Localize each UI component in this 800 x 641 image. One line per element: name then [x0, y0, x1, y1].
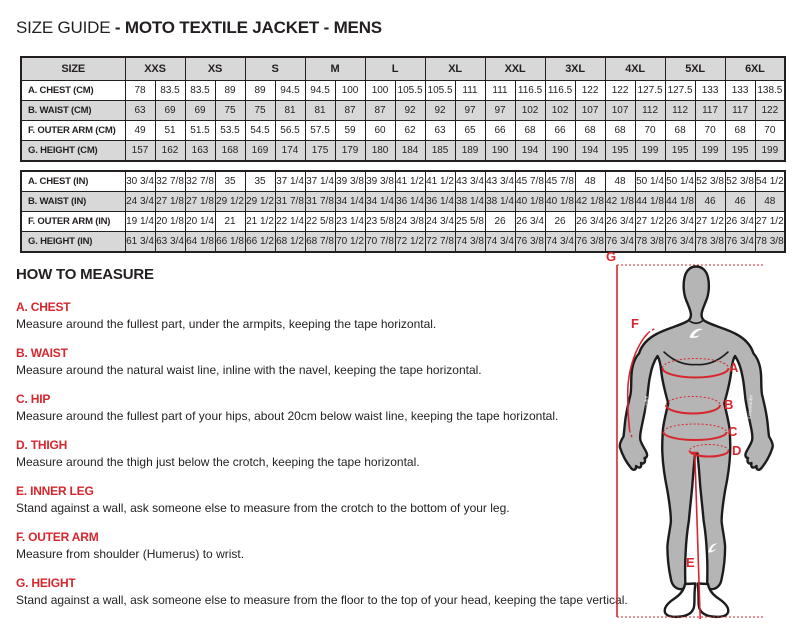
- value-cell: 22 1/4: [275, 212, 305, 232]
- value-cell: 46: [695, 192, 725, 212]
- value-cell: 44 1/8: [635, 192, 665, 212]
- value-cell: 68: [515, 121, 545, 141]
- value-cell: 26 3/4: [605, 212, 635, 232]
- row-label-cell: B. WAIST (IN): [21, 192, 125, 212]
- measurement-figure: [595, 250, 800, 641]
- value-cell: 89: [245, 81, 275, 101]
- value-cell: 78 3/8: [755, 232, 785, 253]
- value-cell: 27 1/2: [755, 212, 785, 232]
- value-cell: 94.5: [275, 81, 305, 101]
- value-cell: 174: [275, 141, 305, 162]
- label-hip: C: [728, 424, 738, 439]
- value-cell: 76 3/8: [575, 232, 605, 253]
- value-cell: 83.5: [155, 81, 185, 101]
- table-row: [21, 232, 785, 253]
- size-header-cell: 4XL: [605, 57, 665, 81]
- value-cell: 127.5: [635, 81, 665, 101]
- label-waist: B: [724, 397, 734, 412]
- value-cell: 65: [455, 121, 485, 141]
- value-cell: 45 7/8: [545, 171, 575, 192]
- value-cell: 112: [665, 101, 695, 121]
- value-cell: 52 3/8: [695, 171, 725, 192]
- value-cell: 102: [515, 101, 545, 121]
- value-cell: 34 1/4: [335, 192, 365, 212]
- value-cell: 138.5: [755, 81, 785, 101]
- value-cell: 57.5: [305, 121, 335, 141]
- value-cell: 87: [335, 101, 365, 121]
- value-cell: 68: [605, 121, 635, 141]
- value-cell: 184: [395, 141, 425, 162]
- measure-section-text: Stand against a wall, ask someone else to measure from the floor to the top of your head, keeping the tape vertical.: [16, 593, 628, 607]
- value-cell: 100: [335, 81, 365, 101]
- value-cell: 190: [485, 141, 515, 162]
- value-cell: 76 3/4: [605, 232, 635, 253]
- page-title: [16, 18, 382, 38]
- row-label-cell: G. HEIGHT (IN): [21, 232, 125, 253]
- table-row: [21, 212, 785, 232]
- row-label-cell: F. OUTER ARM (IN): [21, 212, 125, 232]
- measure-section: [16, 484, 616, 515]
- value-cell: 168: [215, 141, 245, 162]
- value-cell: 107: [575, 101, 605, 121]
- value-cell: 52 3/8: [725, 171, 755, 192]
- value-cell: 68 7/8: [305, 232, 335, 253]
- value-cell: 81: [305, 101, 335, 121]
- size-header-cell: S: [245, 57, 305, 81]
- value-cell: 54 1/2: [755, 171, 785, 192]
- value-cell: 41 1/2: [425, 171, 455, 192]
- table-row: [21, 81, 785, 101]
- measure-section: [16, 576, 628, 607]
- value-cell: 76 3/8: [515, 232, 545, 253]
- value-cell: 92: [395, 101, 425, 121]
- value-cell: 38 1/4: [455, 192, 485, 212]
- value-cell: 70: [755, 121, 785, 141]
- value-cell: 32 7/8: [185, 171, 215, 192]
- measure-section-label: C. HIP: [16, 392, 51, 406]
- value-cell: 68: [575, 121, 605, 141]
- value-cell: 36 1/4: [425, 192, 455, 212]
- value-cell: 75: [215, 101, 245, 121]
- value-cell: 107: [605, 101, 635, 121]
- value-cell: 78: [125, 81, 155, 101]
- value-cell: 51.5: [185, 121, 215, 141]
- value-cell: 20 1/8: [155, 212, 185, 232]
- value-cell: 29 1/2: [245, 192, 275, 212]
- size-header-cell: L: [365, 57, 425, 81]
- value-cell: 41 1/2: [395, 171, 425, 192]
- value-cell: 72 7/8: [425, 232, 455, 253]
- value-cell: 66: [545, 121, 575, 141]
- value-cell: 117: [695, 101, 725, 121]
- value-cell: 63: [125, 101, 155, 121]
- value-cell: 56.5: [275, 121, 305, 141]
- value-cell: 75: [245, 101, 275, 121]
- value-cell: 87: [365, 101, 395, 121]
- value-cell: 190: [545, 141, 575, 162]
- value-cell: 133: [725, 81, 755, 101]
- size-header-cell: 3XL: [545, 57, 605, 81]
- value-cell: 199: [695, 141, 725, 162]
- value-cell: 97: [485, 101, 515, 121]
- measure-section-label: B. WAIST: [16, 346, 68, 360]
- value-cell: 25 5/8: [455, 212, 485, 232]
- measure-section-label: A. CHEST: [16, 300, 71, 314]
- measure-section: [16, 300, 616, 331]
- table-row: [21, 101, 785, 121]
- size-header-label: SIZE: [21, 57, 125, 81]
- row-label-cell: A. CHEST (CM): [21, 81, 125, 101]
- value-cell: 68 1/2: [275, 232, 305, 253]
- size-tables: [20, 56, 784, 253]
- how-to-measure: [16, 266, 628, 622]
- value-cell: 122: [605, 81, 635, 101]
- value-cell: 63 3/4: [155, 232, 185, 253]
- measure-section-text: Measure from shoulder (Humerus) to wrist.: [16, 547, 245, 561]
- size-header-cell: 6XL: [725, 57, 785, 81]
- value-cell: 36 1/4: [395, 192, 425, 212]
- value-cell: 175: [305, 141, 335, 162]
- value-cell: 48: [575, 171, 605, 192]
- size-table-in: [20, 170, 786, 253]
- value-cell: 185: [425, 141, 455, 162]
- body-diagram: [595, 250, 800, 641]
- value-cell: 169: [245, 141, 275, 162]
- value-cell: 24 3/4: [425, 212, 455, 232]
- value-cell: 66 1/8: [215, 232, 245, 253]
- value-cell: 44 1/8: [665, 192, 695, 212]
- label-height: G: [606, 250, 617, 264]
- value-cell: 23 5/8: [365, 212, 395, 232]
- value-cell: 43 3/4: [485, 171, 515, 192]
- value-cell: 112: [635, 101, 665, 121]
- table-row: [21, 192, 785, 212]
- value-cell: 70: [635, 121, 665, 141]
- value-cell: 70 7/8: [365, 232, 395, 253]
- measure-section-text: Measure around the fullest part of your hips, about 20cm below waist line, keeping the tape horizontal.: [16, 409, 559, 423]
- value-cell: 81: [275, 101, 305, 121]
- value-cell: 78 3/8: [695, 232, 725, 253]
- value-cell: 42 1/8: [605, 192, 635, 212]
- measure-section-text: Measure around the fullest part, under the armpits, keeping the tape horizontal.: [16, 317, 437, 331]
- value-cell: 69: [155, 101, 185, 121]
- value-cell: 30 3/4: [125, 171, 155, 192]
- value-cell: 21 1/2: [245, 212, 275, 232]
- value-cell: 122: [575, 81, 605, 101]
- value-cell: 68: [725, 121, 755, 141]
- value-cell: 38 1/4: [485, 192, 515, 212]
- measure-section-label: G. HEIGHT: [16, 576, 76, 590]
- measure-section-text: Measure around the natural waist line, inline with the navel, keeping the tape horizontal.: [16, 363, 482, 377]
- value-cell: 199: [755, 141, 785, 162]
- value-cell: 122: [755, 101, 785, 121]
- value-cell: 37 1/4: [305, 171, 335, 192]
- value-cell: 92: [425, 101, 455, 121]
- measure-section-label: F. OUTER ARM: [16, 530, 99, 544]
- value-cell: 116.5: [515, 81, 545, 101]
- value-cell: 66 1/2: [245, 232, 275, 253]
- value-cell: 42 1/8: [575, 192, 605, 212]
- value-cell: 37 1/4: [275, 171, 305, 192]
- value-cell: 27 1/2: [695, 212, 725, 232]
- value-cell: 39 3/8: [365, 171, 395, 192]
- value-cell: 19 1/4: [125, 212, 155, 232]
- value-cell: 66: [485, 121, 515, 141]
- size-header-cell: XL: [425, 57, 485, 81]
- value-cell: 48: [755, 192, 785, 212]
- value-cell: 74 3/4: [485, 232, 515, 253]
- value-cell: 68: [665, 121, 695, 141]
- table-row: [21, 141, 785, 162]
- value-cell: 46: [725, 192, 755, 212]
- value-cell: 62: [395, 121, 425, 141]
- right-forearm-logo-text: alpinestars: [747, 394, 754, 420]
- size-header-cell: 5XL: [665, 57, 725, 81]
- value-cell: 100: [365, 81, 395, 101]
- value-cell: 27 1/8: [185, 192, 215, 212]
- value-cell: 27 1/8: [155, 192, 185, 212]
- value-cell: 23 1/4: [335, 212, 365, 232]
- value-cell: 43 3/4: [455, 171, 485, 192]
- body-silhouette: [620, 267, 773, 590]
- value-cell: 105.5: [395, 81, 425, 101]
- value-cell: 189: [455, 141, 485, 162]
- value-cell: 39 3/8: [335, 171, 365, 192]
- value-cell: 78 3/8: [635, 232, 665, 253]
- label-chest: A: [729, 360, 739, 375]
- measure-section: [16, 392, 616, 423]
- measure-section-label: D. THIGH: [16, 438, 68, 452]
- value-cell: 26 3/4: [515, 212, 545, 232]
- value-cell: 97: [455, 101, 485, 121]
- value-cell: 34 1/4: [365, 192, 395, 212]
- value-cell: 48: [605, 171, 635, 192]
- measure-section-label: E. INNER LEG: [16, 484, 94, 498]
- value-cell: 116.5: [545, 81, 575, 101]
- size-header-cell: XXS: [125, 57, 185, 81]
- value-cell: 53.5: [215, 121, 245, 141]
- value-cell: 105.5: [425, 81, 455, 101]
- value-cell: 31 7/8: [275, 192, 305, 212]
- value-cell: 162: [155, 141, 185, 162]
- value-cell: 64 1/8: [185, 232, 215, 253]
- measure-section: [16, 530, 616, 561]
- value-cell: 127.5: [665, 81, 695, 101]
- value-cell: 163: [185, 141, 215, 162]
- value-cell: 50 1/4: [635, 171, 665, 192]
- value-cell: 32 7/8: [155, 171, 185, 192]
- value-cell: 26 3/4: [665, 212, 695, 232]
- value-cell: 54.5: [245, 121, 275, 141]
- value-cell: 35: [245, 171, 275, 192]
- value-cell: 61 3/4: [125, 232, 155, 253]
- value-cell: 69: [185, 101, 215, 121]
- value-cell: 157: [125, 141, 155, 162]
- value-cell: 180: [365, 141, 395, 162]
- how-to-measure-heading: HOW TO MEASURE: [16, 266, 154, 283]
- value-cell: 199: [635, 141, 665, 162]
- value-cell: 74 3/4: [545, 232, 575, 253]
- value-cell: 26: [485, 212, 515, 232]
- value-cell: 102: [545, 101, 575, 121]
- value-cell: 83.5: [185, 81, 215, 101]
- value-cell: 20 1/4: [185, 212, 215, 232]
- table-row: [21, 121, 785, 141]
- size-header-cell: M: [305, 57, 365, 81]
- measure-section-text: Measure around the thigh just below the crotch, keeping the tape horizontal.: [16, 455, 420, 469]
- value-cell: 76 3/4: [665, 232, 695, 253]
- label-inner-leg: E: [686, 555, 695, 570]
- value-cell: 195: [605, 141, 635, 162]
- value-cell: 29 1/2: [215, 192, 245, 212]
- value-cell: 60: [365, 121, 395, 141]
- value-cell: 59: [335, 121, 365, 141]
- table-row: [21, 171, 785, 192]
- measure-section: [16, 438, 616, 469]
- row-label-cell: A. CHEST (IN): [21, 171, 125, 192]
- left-forearm-logo-text: alpinestars: [644, 395, 651, 420]
- value-cell: 74 3/8: [455, 232, 485, 253]
- value-cell: 133: [695, 81, 725, 101]
- value-cell: 70 1/2: [335, 232, 365, 253]
- size-header-cell: XS: [185, 57, 245, 81]
- value-cell: 40 1/8: [515, 192, 545, 212]
- value-cell: 70: [695, 121, 725, 141]
- value-cell: 24 3/4: [125, 192, 155, 212]
- value-cell: 31 7/8: [305, 192, 335, 212]
- value-cell: 26: [545, 212, 575, 232]
- page-title-prefix: SIZE GUIDE: [16, 18, 115, 37]
- value-cell: 89: [215, 81, 245, 101]
- value-cell: 194: [515, 141, 545, 162]
- value-cell: 76 3/4: [725, 232, 755, 253]
- row-label-cell: B. WAIST (CM): [21, 101, 125, 121]
- measure-section: [16, 346, 616, 377]
- size-header-row: [21, 57, 785, 81]
- value-cell: 51: [155, 121, 185, 141]
- value-cell: 24 3/8: [395, 212, 425, 232]
- row-label-cell: F. OUTER ARM (CM): [21, 121, 125, 141]
- value-cell: 117: [725, 101, 755, 121]
- value-cell: 35: [215, 171, 245, 192]
- value-cell: 40 1/8: [545, 192, 575, 212]
- value-cell: 26 3/4: [725, 212, 755, 232]
- measure-section-text: Stand against a wall, ask someone else to measure from the crotch to the bottom of your leg.: [16, 501, 510, 515]
- value-cell: 27 1/2: [635, 212, 665, 232]
- value-cell: 111: [485, 81, 515, 101]
- row-label-cell: G. HEIGHT (CM): [21, 141, 125, 162]
- value-cell: 72 1/2: [395, 232, 425, 253]
- value-cell: 195: [725, 141, 755, 162]
- value-cell: 21: [215, 212, 245, 232]
- value-cell: 45 7/8: [515, 171, 545, 192]
- value-cell: 195: [665, 141, 695, 162]
- page-title-product: - MOTO TEXTILE JACKET - MENS: [114, 18, 382, 37]
- value-cell: 26 3/4: [575, 212, 605, 232]
- value-cell: 63: [425, 121, 455, 141]
- size-header-cell: XXL: [485, 57, 545, 81]
- label-outer-arm: F: [631, 316, 639, 331]
- value-cell: 94.5: [305, 81, 335, 101]
- label-thigh: D: [732, 443, 742, 458]
- value-cell: 111: [455, 81, 485, 101]
- value-cell: 49: [125, 121, 155, 141]
- size-table-cm: [20, 56, 786, 162]
- value-cell: 194: [575, 141, 605, 162]
- value-cell: 50 1/4: [665, 171, 695, 192]
- value-cell: 22 5/8: [305, 212, 335, 232]
- value-cell: 179: [335, 141, 365, 162]
